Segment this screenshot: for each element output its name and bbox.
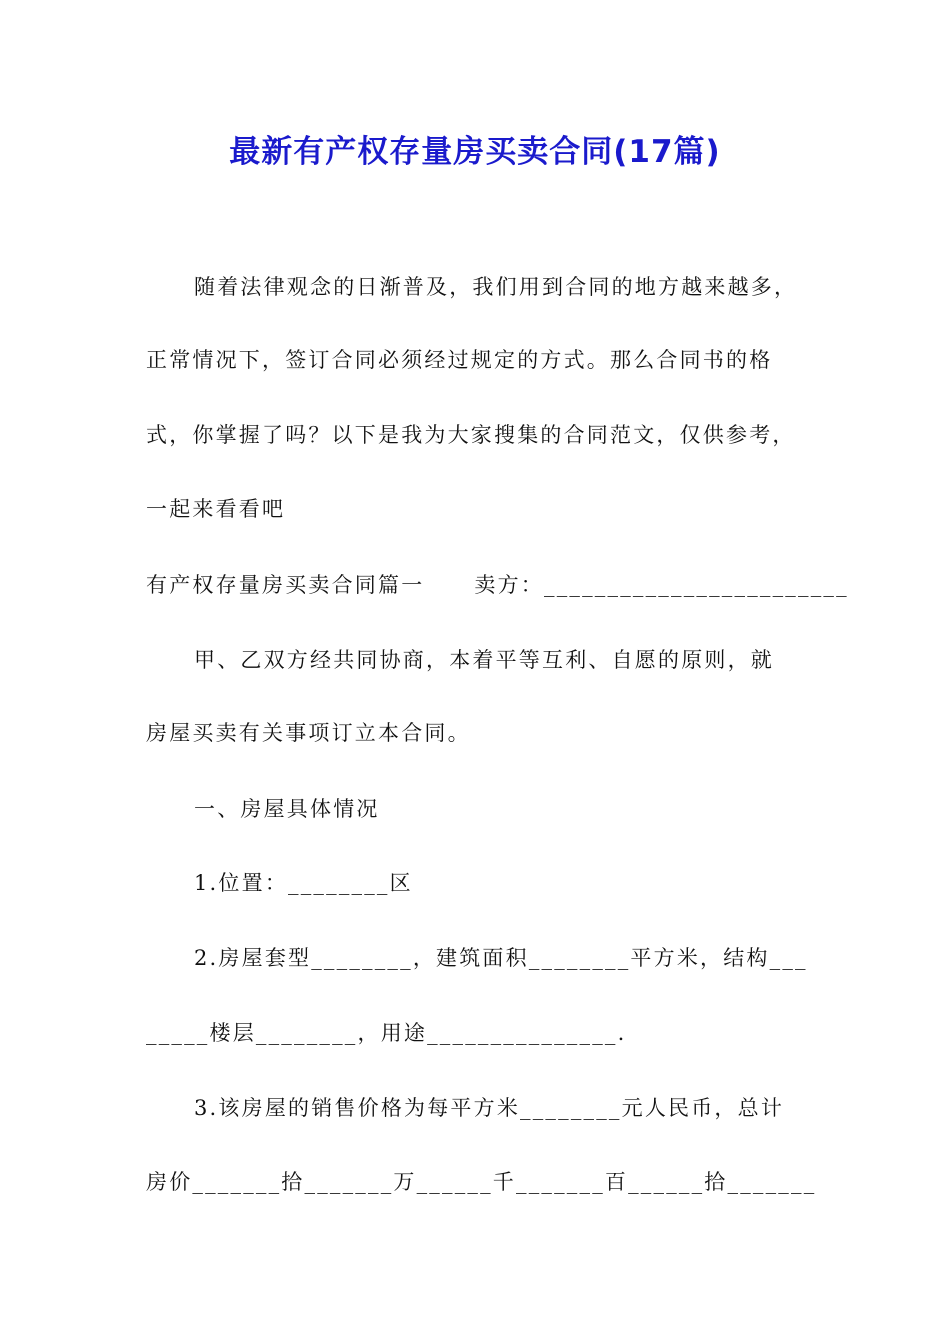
intro-line-2: 正常情况下，签订合同必须经过规定的方式。那么合同书的格: [146, 348, 773, 372]
intro-line-4: 一起来看看吧: [146, 497, 286, 521]
item-2-line-2: _____楼层________，用途_______________.: [146, 1021, 627, 1045]
section-heading: 有产权存量房买卖合同篇一: [146, 573, 425, 597]
section-heading-row: [146, 570, 849, 600]
document-title: 最新有产权存量房买卖合同(17篇): [229, 134, 721, 170]
item-1-location: 1.位置：________区: [194, 871, 413, 895]
seller-label: 卖方：________________________: [474, 573, 849, 597]
item-2-line-1: 2.房屋套型________，建筑面积________平方米，结构___: [194, 946, 808, 970]
clause-1-heading: 一、房屋具体情况: [194, 797, 380, 821]
agreement-line-1: 甲、乙双方经共同协商，本着平等互利、自愿的原则，就: [194, 648, 774, 672]
intro-line-1: 随着法律观念的日渐普及，我们用到合同的地方越来越多，: [194, 275, 798, 299]
intro-line-3: 式，你掌握了吗？以下是我为大家搜集的合同范文，仅供参考，: [146, 423, 796, 447]
item-3-line-2: 房价_______拾_______万______千_______百______拾_______: [146, 1170, 817, 1194]
agreement-line-2: 房屋买卖有关事项订立本合同。: [146, 721, 471, 745]
item-3-line-1: 3.该房屋的销售价格为每平方米________元人民币，总计: [194, 1096, 785, 1120]
